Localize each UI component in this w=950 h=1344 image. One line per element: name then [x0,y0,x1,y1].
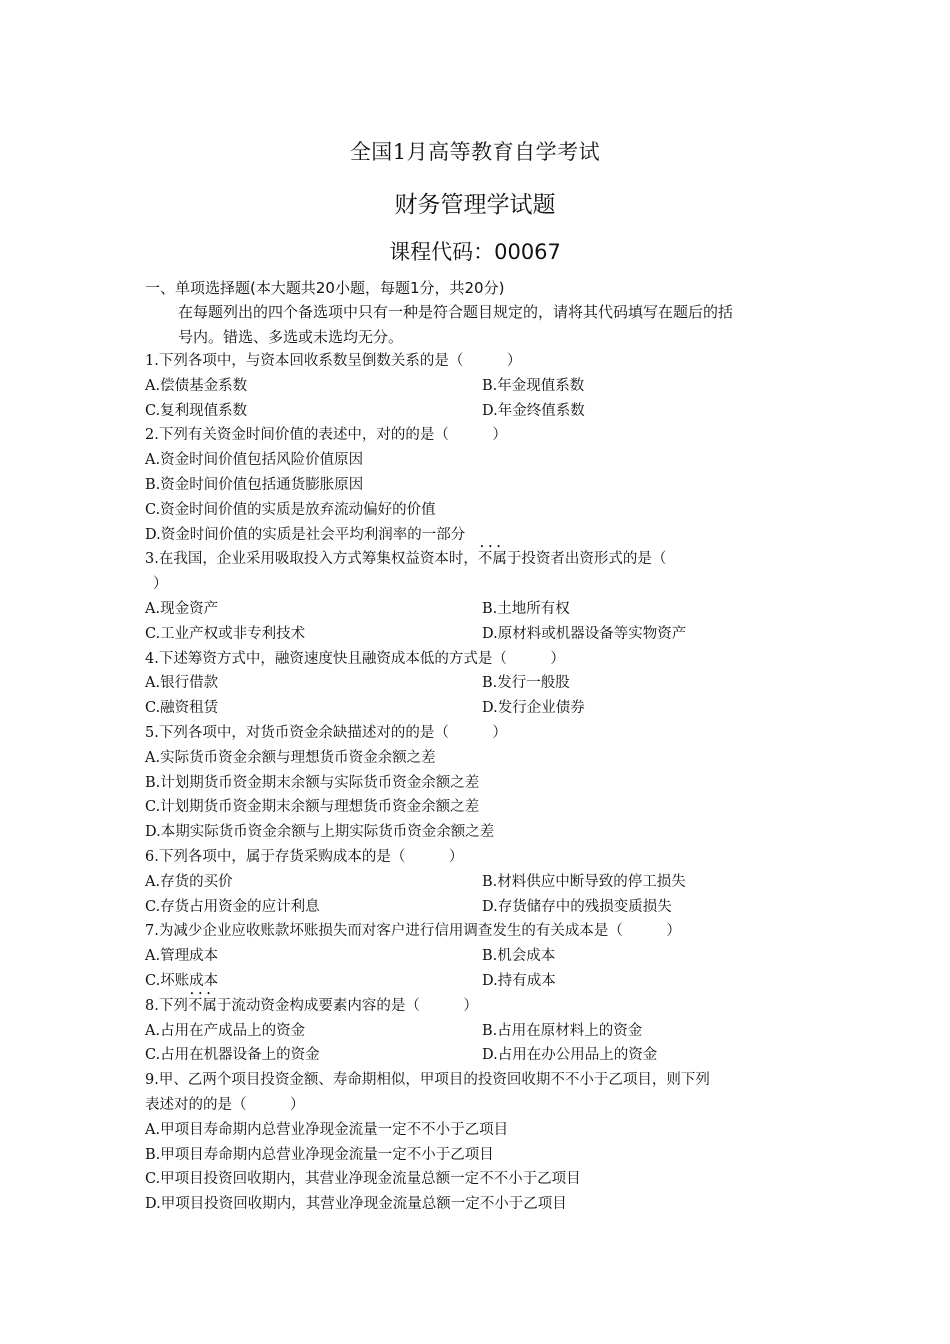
instruction-line: 号内。错选、多选或未选均无分。 [178,328,404,346]
option-a: A.偿债基金系数 [145,377,248,394]
question-7-stem: 7.为减少企业应收账款坏账损失而对客户进行信用调查发生的有关成本是（ ） [145,923,681,940]
question-9-stem-continued: 表述对的的是（ ） [145,1096,305,1113]
question-9-stem: 9.甲、乙两个项目投资金额、寿命期相似，甲项目的投资回收期不不小于乙项目，则下列 [145,1072,710,1089]
question-2-stem: 2.下列有关资金时间价值的表述中，对的的是（ ） [145,427,507,444]
question-3-stem [145,547,805,572]
option-c: C.坏账成本 [145,972,219,989]
question-4-stem: 4.下述筹资方式中，融资速度快且融资成本低的方式是（ ） [145,650,565,667]
question-8-options-row [145,1019,805,1044]
question-8-stem [145,994,805,1019]
question-5-stem: 5.下列各项中，对货币资金余缺描述对的的是（ ） [145,724,507,741]
course-code: 课程代码：00067 [389,240,561,264]
subject-title: 财务管理学试题 [394,192,556,218]
question-list [145,349,805,1217]
stem-text: 流动资金构成要素内容的是（ ） [231,997,478,1014]
option-d: D.本期实际货币资金余额与上期实际货币资金余额之差 [145,824,495,841]
option-d: D.占用在办公用品上的资金 [482,1047,658,1064]
question-6-options-row [145,870,805,895]
question-1-options-row [145,399,805,424]
option-c: C.存货占用资金的应计利息 [145,898,320,915]
option-b: B.发行一般股 [482,675,570,692]
question-6-stem: 6.下列各项中，属于存货采购成本的是（ ） [145,848,464,865]
option-d: D.持有成本 [482,972,556,989]
option-a: A.甲项目寿命期内总营业净现金流量一定不不小于乙项目 [145,1121,509,1138]
stem-text: 投资者出资形式的是（ [521,551,667,568]
emphasis-text: • • • 不属于 [478,547,522,572]
option-d: D.资金时间价值的实质是社会平均利润率的一部分 [145,526,466,543]
option-a: A.存货的买价 [145,873,233,890]
option-c: C.甲项目投资回收期内，其营业净现金流量总额一定不不小于乙项目 [145,1171,581,1188]
question-7-options-row [145,969,805,994]
option-b: B.机会成本 [482,948,556,965]
option-a: A.管理成本 [145,948,219,965]
option-d: D.年金终值系数 [482,402,585,419]
stem-text: 8.下列 [145,997,188,1014]
option-d: D.存货储存中的残损变质损失 [482,898,672,915]
option-d: D.甲项目投资回收期内，其营业净现金流量总额一定不小于乙项目 [145,1196,567,1213]
question-4-options-row [145,696,805,721]
option-c: C.计划期货币资金期末余额与理想货币资金余额之差 [145,799,480,816]
option-a: A.占用在产成品上的资金 [145,1022,306,1039]
option-b: B.甲项目寿命期内总营业净现金流量一定不小于乙项目 [145,1146,494,1163]
question-6-options-row [145,895,805,920]
instruction-line: 在每题列出的四个备选项中只有一种是符合题目规定的，请将其代码填写在题后的括 [178,303,734,321]
question-3-stem-continued: ） [153,576,168,593]
option-d: D.发行企业债券 [482,700,585,717]
option-b: B.资金时间价值包括通货膨胀原因 [145,476,364,493]
emphasis-text: • • • 不属于 [188,994,232,1019]
question-1-options-row [145,374,805,399]
stem-text: 3.在我国，企业采用吸取投入方式筹集权益资本时， [145,551,478,568]
question-3-options-row [145,597,805,622]
question-8-options-row [145,1043,805,1068]
option-a: A.实际货币资金余额与理想货币资金余额之差 [145,749,436,766]
option-b: B.材料供应中断导致的停工损失 [482,873,686,890]
option-c: C.复利现值系数 [145,402,248,419]
question-1-stem: 1.下列各项中，与资本回收系数呈倒数关系的是（ ） [145,353,522,369]
option-b: B.土地所有权 [482,600,570,617]
question-3-options-row [145,622,805,647]
option-c: C.融资租赁 [145,700,219,717]
section-instruction [178,300,808,350]
option-c: C.资金时间价值的实质是放弃流动偏好的价值 [145,501,436,518]
option-a: A.现金资产 [145,600,219,617]
option-a: A.资金时间价值包括风险价值原因 [145,452,364,469]
option-b: B.计划期货币资金期末余额与实际货币资金余额之差 [145,774,480,791]
option-d: D.原材料或机器设备等实物资产 [482,625,687,642]
question-4-options-row [145,671,805,696]
option-c: C.占用在机器设备上的资金 [145,1047,320,1064]
exam-title: 全国1月高等教育自学考试 [349,140,601,164]
option-a: A.银行借款 [145,675,219,692]
section-heading: 一、单项选择题(本大题共20小题，每题1分，共20分) [145,279,505,297]
option-b: B.占用在原材料上的资金 [482,1022,643,1039]
question-7-options-row [145,944,805,969]
option-c: C.工业产权或非专利技术 [145,625,306,642]
option-b: B.年金现值系数 [482,377,585,394]
